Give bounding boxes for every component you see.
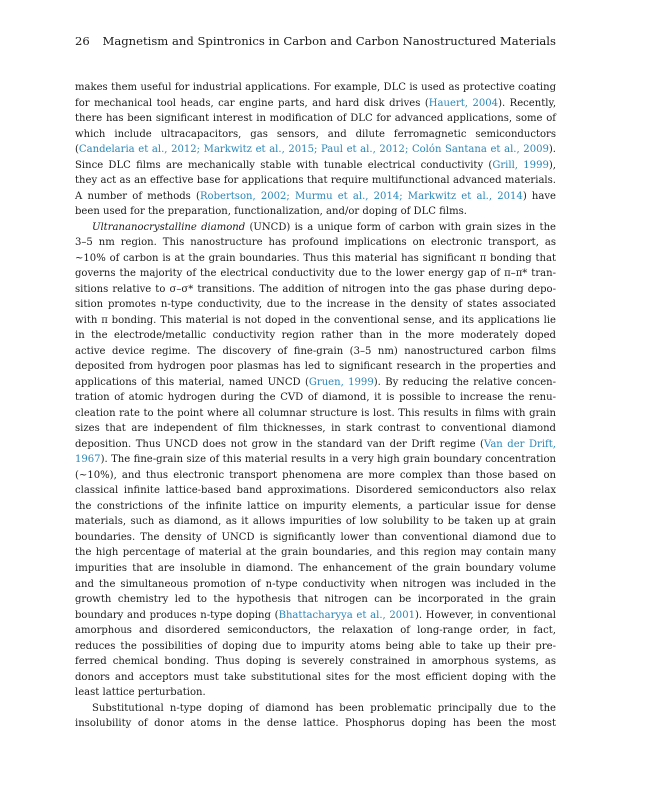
text-run: (UNCD) is a unique form of carbon with grain sizes in the bbox=[245, 221, 556, 233]
text-line bbox=[75, 111, 556, 127]
text-run: active device regime. The discovery of fine-grain (3–5 nm) nanostructured carbon films bbox=[75, 345, 556, 357]
text-line bbox=[75, 530, 556, 546]
text-run: donors and acceptors must take substitutional sites for the most efficient doping with the bbox=[75, 671, 556, 683]
citation-link[interactable]: Candelaria et al., 2012; Markwitz et al., 2015; Paul et al., 2012; Colón Santana et al., 2009 bbox=[78, 144, 549, 156]
text-run: boundaries. The density of UNCD is significantly lower than conventional diamond due to bbox=[75, 531, 556, 543]
text-run: deposited from hydrogen poor plasmas has led to significant research in the properties and bbox=[75, 361, 556, 373]
text-run: 3–5 nm region. This nanostructure has profound implications on electronic transport, as bbox=[75, 237, 556, 249]
citation-link[interactable]: Robertson, 2002; Murmu et al., 2014; Markwitz et al., 2014 bbox=[199, 190, 523, 202]
text-run: amorphous and disordered semiconductors, the relaxation of long-range order, in fact, bbox=[75, 625, 556, 637]
text-run: least lattice perturbation. bbox=[75, 687, 206, 699]
page-number: 26 bbox=[75, 34, 90, 48]
text-run: ). By reducing the relative concen- bbox=[373, 376, 557, 388]
text-line bbox=[75, 359, 556, 375]
text-line bbox=[75, 390, 556, 406]
citation-link[interactable]: Hauert, 2004 bbox=[428, 97, 499, 109]
text-line bbox=[75, 406, 556, 422]
citation-link[interactable]: 1967 bbox=[75, 454, 101, 466]
text-run: applications of this material, named UNCD ( bbox=[75, 376, 309, 388]
text-run: ( bbox=[75, 144, 79, 156]
text-run: Since DLC films are mechanically stable with tunable electrical conductivity ( bbox=[75, 159, 493, 171]
text-line bbox=[75, 282, 556, 298]
text-line bbox=[75, 375, 556, 391]
text-run: A number of methods ( bbox=[75, 190, 200, 202]
text-line bbox=[75, 421, 556, 437]
citation-link[interactable]: Grill, 1999 bbox=[492, 159, 549, 171]
text-run: sition promotes n-type conductivity, due to the increase in the density of states associated bbox=[75, 299, 556, 311]
text-run: for mechanical tool heads, car engine parts, and hard disk drives ( bbox=[75, 97, 429, 109]
text-line bbox=[75, 561, 556, 577]
text-run: insolubility of donor atoms in the dense lattice. Phosphorus doping has been the most bbox=[75, 718, 556, 730]
running-header bbox=[75, 34, 556, 48]
text-line bbox=[75, 685, 556, 701]
text-run: boundary and produces n-type doping ( bbox=[75, 609, 279, 621]
italic-term: Ultrananocrystalline diamond bbox=[92, 221, 246, 233]
text-line bbox=[75, 204, 556, 220]
text-run: ), bbox=[548, 159, 556, 171]
text-line bbox=[75, 328, 556, 344]
text-line bbox=[75, 142, 556, 158]
text-line bbox=[75, 592, 556, 608]
text-line bbox=[75, 251, 556, 267]
text-run: in the electrode/metallic conductivity region rather than in the more moderately doped bbox=[75, 330, 556, 342]
text-run: the high percentage of material at the grain boundaries, and this region may contain many bbox=[75, 547, 556, 559]
text-run: growth chemistry led to the hypothesis that nitrogen can be incorporated in the grain bbox=[75, 594, 556, 606]
text-line bbox=[75, 623, 556, 639]
text-run: and the simultaneous promotion of n-type conductivity when nitrogen was included in the bbox=[75, 578, 556, 590]
text-run: reduces the possibilities of doping due to impurity atoms being able to take up their pre- bbox=[75, 640, 556, 652]
text-run: ferred chemical bonding. Thus doping is severely constrained in amorphous systems, as bbox=[75, 656, 556, 668]
text-line bbox=[75, 670, 556, 686]
text-run: impurities that are insoluble in diamond. The enhancement of the grain boundary volume bbox=[75, 562, 556, 574]
text-line bbox=[75, 514, 556, 530]
text-run: they act as an effective base for applications that require multifunctional advanced materials. bbox=[75, 175, 556, 187]
text-line bbox=[75, 716, 556, 732]
text-line bbox=[75, 80, 556, 96]
citation-link[interactable]: Bhattacharyya et al., 2001 bbox=[278, 609, 415, 621]
text-run: sitions relative to σ–σ* transitions. The addition of nitrogen into the gas phase during depo- bbox=[75, 283, 556, 295]
text-line bbox=[75, 235, 556, 251]
running-title: Magnetism and Spintronics in Carbon and Carbon Nanostructured Materials bbox=[102, 34, 556, 48]
text-line bbox=[75, 701, 556, 717]
text-line bbox=[75, 220, 556, 236]
text-run: makes them useful for industrial applications. For example, DLC is used as protective coating bbox=[75, 82, 556, 93]
text-line bbox=[75, 127, 556, 143]
text-line bbox=[75, 468, 556, 484]
text-line bbox=[75, 96, 556, 112]
text-run: tration of atomic hydrogen during the CVD of diamond, it is possible to increase the renu- bbox=[75, 392, 556, 404]
text-line bbox=[75, 297, 556, 313]
text-line bbox=[75, 608, 556, 624]
text-line bbox=[75, 266, 556, 282]
text-line bbox=[75, 545, 556, 561]
text-line bbox=[75, 577, 556, 593]
text-run: there has been significant interest in modification of DLC for advanced applications, some of bbox=[75, 113, 556, 125]
text-run: Substitutional n-type doping of diamond has been problematic principally due to the bbox=[92, 702, 556, 714]
text-run: been used for the preparation, functionalization, and/or doping of DLC films. bbox=[75, 206, 467, 218]
text-run: which include ultracapacitors, gas sensors, and dilute ferromagnetic semiconductors bbox=[75, 128, 556, 140]
text-run: ) have bbox=[522, 190, 556, 202]
text-run: cleation rate to the point where all columnar structure is lost. This results in films with grain bbox=[75, 407, 556, 419]
text-line bbox=[75, 483, 556, 499]
text-run: ~10% of carbon is at the grain boundaries. Thus this material has significant π bonding that bbox=[75, 252, 556, 264]
text-run: governs the majority of the electrical conductivity due to the lower energy gap of π–π* tran- bbox=[75, 268, 556, 280]
text-line bbox=[75, 158, 556, 174]
text-line bbox=[75, 173, 556, 189]
text-line bbox=[75, 499, 556, 515]
text-line bbox=[75, 452, 556, 468]
citation-link[interactable]: Van der Drift, bbox=[483, 438, 556, 450]
text-run: ). Recently, bbox=[498, 97, 557, 109]
body-text bbox=[75, 80, 556, 732]
text-run: deposition. Thus UNCD does not grow in the standard van der Drift regime ( bbox=[75, 438, 484, 450]
text-line bbox=[75, 344, 556, 360]
text-run: ). The fine-grain size of this material results in a very high grain boundary concentration bbox=[100, 454, 556, 466]
text-run: the constrictions of the infinite lattice on impurity elements, a particular issue for dense bbox=[75, 500, 556, 512]
text-line bbox=[75, 639, 556, 655]
text-run: materials, such as diamond, as it allows impurities of low solubility to be taken up at grain bbox=[75, 516, 556, 528]
text-run: (~10%), and thus electronic transport phenomena are more complex than those based on bbox=[75, 469, 556, 481]
text-line bbox=[75, 189, 556, 205]
text-run: classical infinite lattice-based band approximations. Disordered semiconductors also relax bbox=[75, 485, 556, 497]
citation-link[interactable]: Gruen, 1999 bbox=[308, 376, 374, 388]
text-run: ). However, in conventional bbox=[414, 609, 556, 621]
text-line bbox=[75, 654, 556, 670]
text-line bbox=[75, 437, 556, 453]
text-run: sizes that are independent of film thicknesses, in stark contrast to conventional diamond bbox=[75, 423, 556, 435]
text-run: with π bonding. This material is not doped in the conventional sense, and its applications lie bbox=[75, 314, 556, 326]
text-line bbox=[75, 313, 556, 329]
text-run: ). bbox=[548, 144, 556, 156]
